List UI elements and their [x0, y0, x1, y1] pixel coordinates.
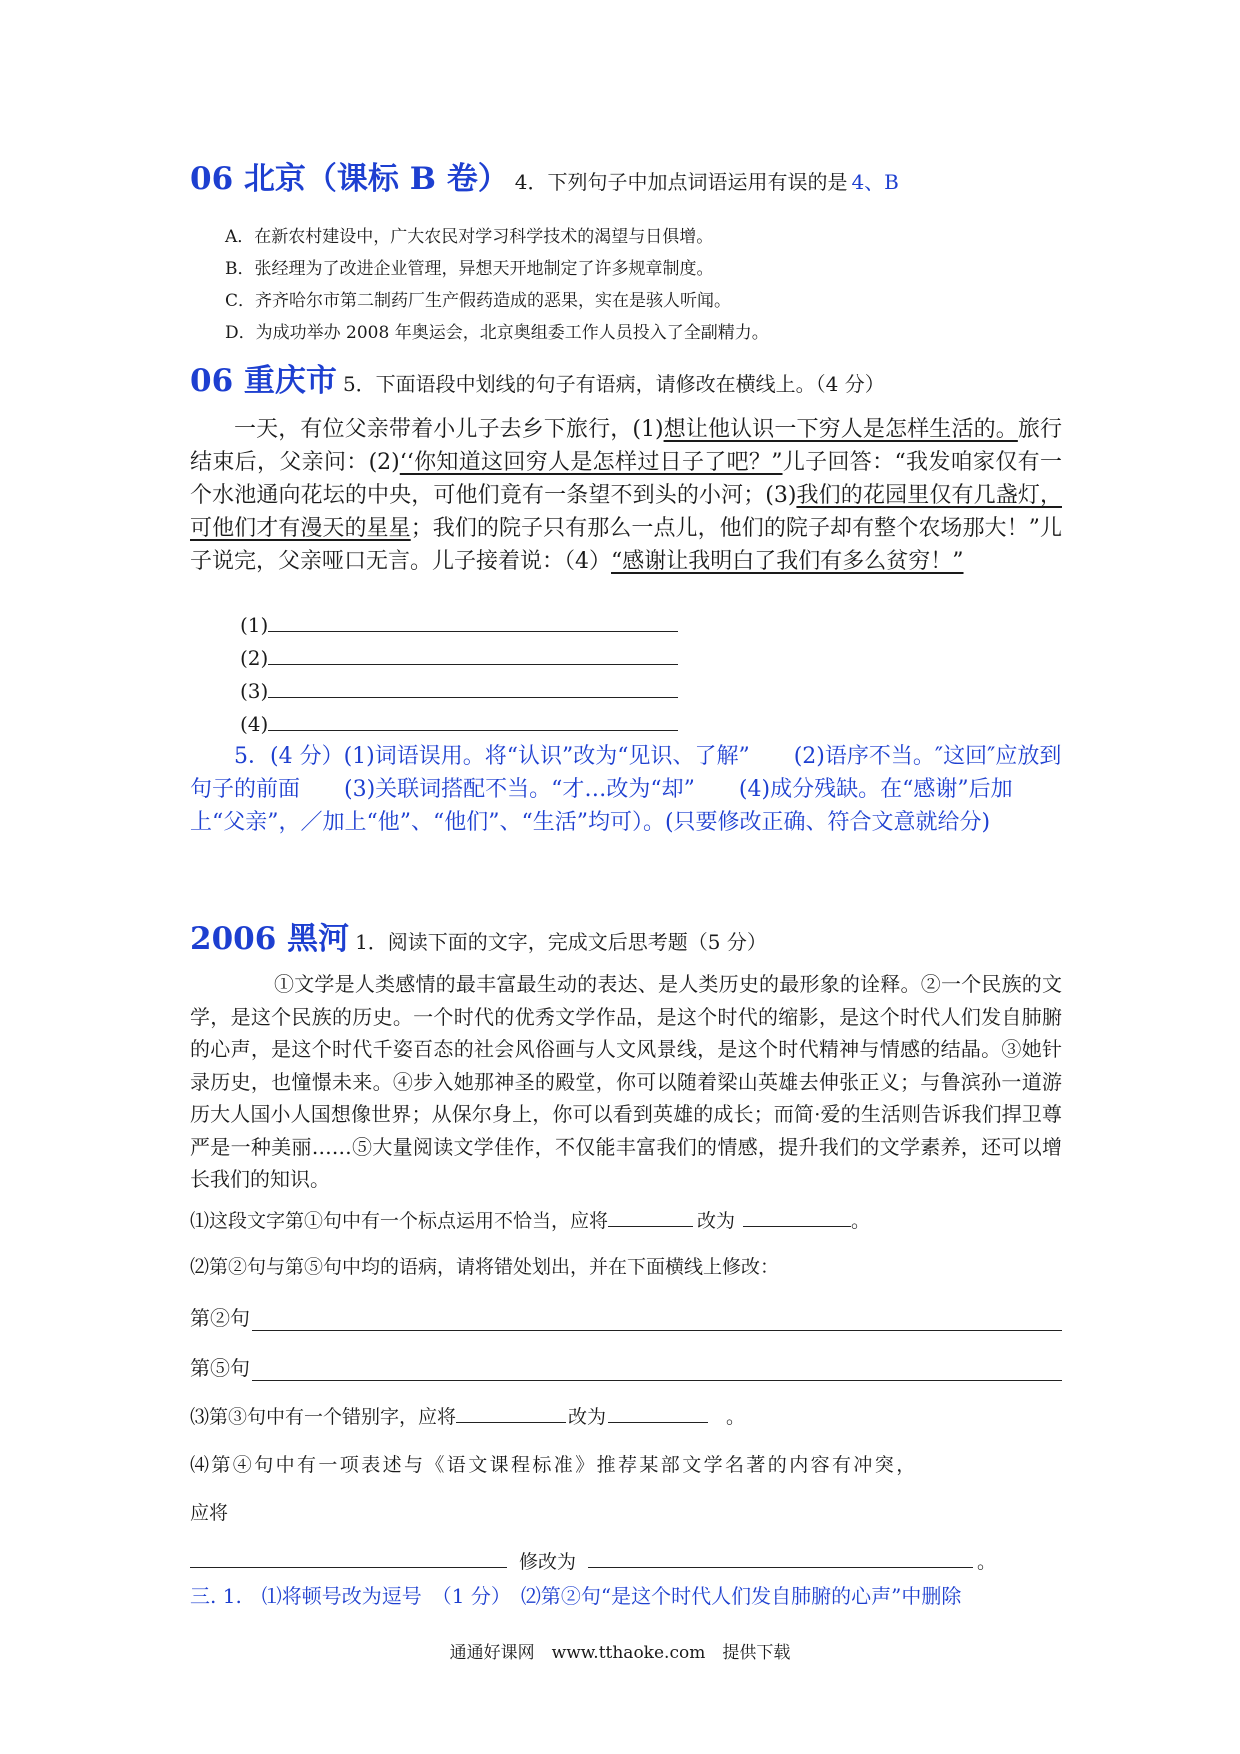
question-text: 。	[977, 1551, 997, 1573]
passage-text: 儿子回答：“我发咱家仅有一个水池通向花坛的中央，可他们竟有一条望不到头的小河；	[190, 450, 1062, 508]
section-2-passage	[190, 413, 1062, 578]
question-3-4-blanks	[190, 1547, 996, 1574]
section-2-title: 06 重庆市	[190, 363, 337, 399]
section-1-heading	[190, 158, 1060, 201]
blank-label: (4)	[240, 712, 269, 736]
answer-rule	[252, 1358, 1062, 1381]
line-label: 第⑤句	[190, 1356, 250, 1380]
fill-blank[interactable]	[588, 1547, 973, 1568]
section-3-title: 2006 黑河	[190, 921, 350, 957]
underlined-sentence-1: 想让他认识一下穷人是怎样生活的。	[663, 417, 1018, 442]
blank-rule	[268, 611, 678, 632]
line-label: 第②句	[190, 1306, 250, 1330]
section-2-answer: 5．(4 分）(1)词语误用。将“认识”改为“见识、了解” (2)语序不当。″这回″应放到句子的前面 (3)关联词搭配不当。“才…改为“却” (4)成分残缺。在“感谢”后加上“父亲”，／加上“他”、“他们”、“生活”均可）。(只要修改正确、符合文意就给分)	[190, 744, 1062, 835]
answer-blank-4[interactable]	[240, 710, 678, 736]
sentence-marker: (2)	[368, 450, 400, 475]
sentence-marker: (3)	[765, 483, 797, 508]
option-b: B．张经理为了改进企业管理，异想天开地制定了许多规章制度。	[225, 259, 714, 279]
answer-line-sentence-2[interactable]	[190, 1302, 1062, 1331]
underlined-sentence-2: ‘‘你知道这回穷人是怎样过日子了吧？”	[399, 450, 783, 475]
option-a: A．在新农村建设中，广大农民对学习科学技术的渴望与日俱增。	[225, 227, 714, 247]
passage-text: ；我们的院子只有那么一点儿，他们的院子却有整个农场那大！”儿子说完，父亲哑口无言。儿子接着说：	[190, 516, 1062, 574]
answer-blank-2[interactable]	[240, 644, 678, 670]
fill-blank[interactable]	[456, 1402, 566, 1423]
question-text: ⑴这段文字第①句中有一个标点运用不恰当，应将	[190, 1210, 609, 1232]
passage-text: 一天，有位父亲带着小儿子去乡下旅行，	[234, 417, 633, 442]
underlined-sentence-3: 我们的花园里仅有几盏灯，可他们才有漫天的星星	[190, 483, 1062, 541]
fill-blank[interactable]	[608, 1206, 693, 1227]
page-footer: 通通好课网 www.tthaoke.com 提供下载	[449, 1643, 791, 1663]
blank-rule	[268, 677, 678, 698]
question-text: 。	[851, 1210, 871, 1232]
sentence-marker: （4）	[564, 549, 612, 574]
question-3-2: ⑵第②句与第⑤句中均的语病，请将错处划出，并在下面横线上修改：	[190, 1256, 780, 1278]
option-c: C．齐齐哈尔市第二制药厂生产假药造成的恶果，实在是骇人听闻。	[225, 291, 732, 311]
blank-rule	[268, 644, 678, 665]
question-3-3	[190, 1402, 745, 1429]
section-1-question: 4．下列句子中加点词语运用有误的是	[514, 170, 848, 194]
section-2-heading	[190, 360, 1060, 403]
blank-label: (1)	[240, 613, 269, 637]
section-2-question: 5．下面语段中划线的句子有语病，请修改在横线上。（4 分）	[342, 372, 885, 396]
underlined-sentence-4: “感谢让我明白了我们有多么贫穷！”	[611, 549, 964, 574]
sentence-marker: (1)	[632, 417, 664, 442]
blank-label: (3)	[240, 679, 269, 703]
question-text: 。	[726, 1406, 746, 1428]
passage-text: 旅行结束后，父亲问：	[190, 417, 1062, 475]
fill-blank[interactable]	[190, 1547, 507, 1568]
question-text: 改为	[568, 1406, 607, 1428]
answer-blank-3[interactable]	[240, 677, 678, 703]
question-3-1	[190, 1206, 870, 1233]
answer-blank-1[interactable]	[240, 611, 678, 637]
section-1-answer: 4、B	[851, 170, 899, 194]
section-3-question: 1．阅读下面的文字，完成文后思考题（5 分）	[355, 930, 767, 954]
fill-blank[interactable]	[608, 1402, 708, 1423]
section-1-title: 06 北京（课标 B 卷）	[190, 161, 509, 197]
question-text: 修改为	[519, 1551, 577, 1573]
answer-rule	[252, 1308, 1062, 1331]
question-3-4-cont: 应将	[190, 1502, 229, 1524]
section-3-passage: ①文学是人类感情的最丰富最生动的表达、是人类历史的最形象的诠释。②一个民族的文学，是这个民族的历史。一个时代的优秀文学作品，是这个时代的缩影，是这个时代人们发自肺腑的心声，是这个时代千姿百态的社会风俗画与人文风景线，是这个时代精神与情感的结晶。③她针录历史，也憧憬未来。④步入她那神圣的殿堂，你可以随着梁山英雄去伸张正义；与鲁滨孙一道游历大人国小人国想像世界；从保尔身上，你可以看到英雄的成长；而简·爱的生活则告诉我们捍卫尊严是一种美丽……⑤大量阅读文学佳作，不仅能丰富我们的情感，提升我们的文学素养，还可以增长我们的知识。	[190, 972, 1062, 1191]
question-text: ⑶第③句中有一个错别字，应将	[190, 1406, 457, 1428]
question-3-4: ⑷第④句中有一项表述与《语文课程标准》推荐某部文学名著的内容有冲突，	[190, 1454, 918, 1476]
blank-rule	[268, 710, 678, 731]
answer-line-sentence-5[interactable]	[190, 1352, 1062, 1381]
fill-blank[interactable]	[743, 1206, 851, 1227]
section-3-answer: 三. 1. ⑴将顿号改为逗号 （1 分） ⑵第②句“是这个时代人们发自肺腑的心声”中删除	[190, 1584, 962, 1608]
question-text: 改为	[697, 1210, 736, 1232]
option-d: D．为成功举办 2008 年奥运会，北京奥组委工作人员投入了全副精力。	[225, 323, 769, 343]
blank-label: (2)	[240, 646, 269, 670]
section-3-heading	[190, 918, 1060, 961]
